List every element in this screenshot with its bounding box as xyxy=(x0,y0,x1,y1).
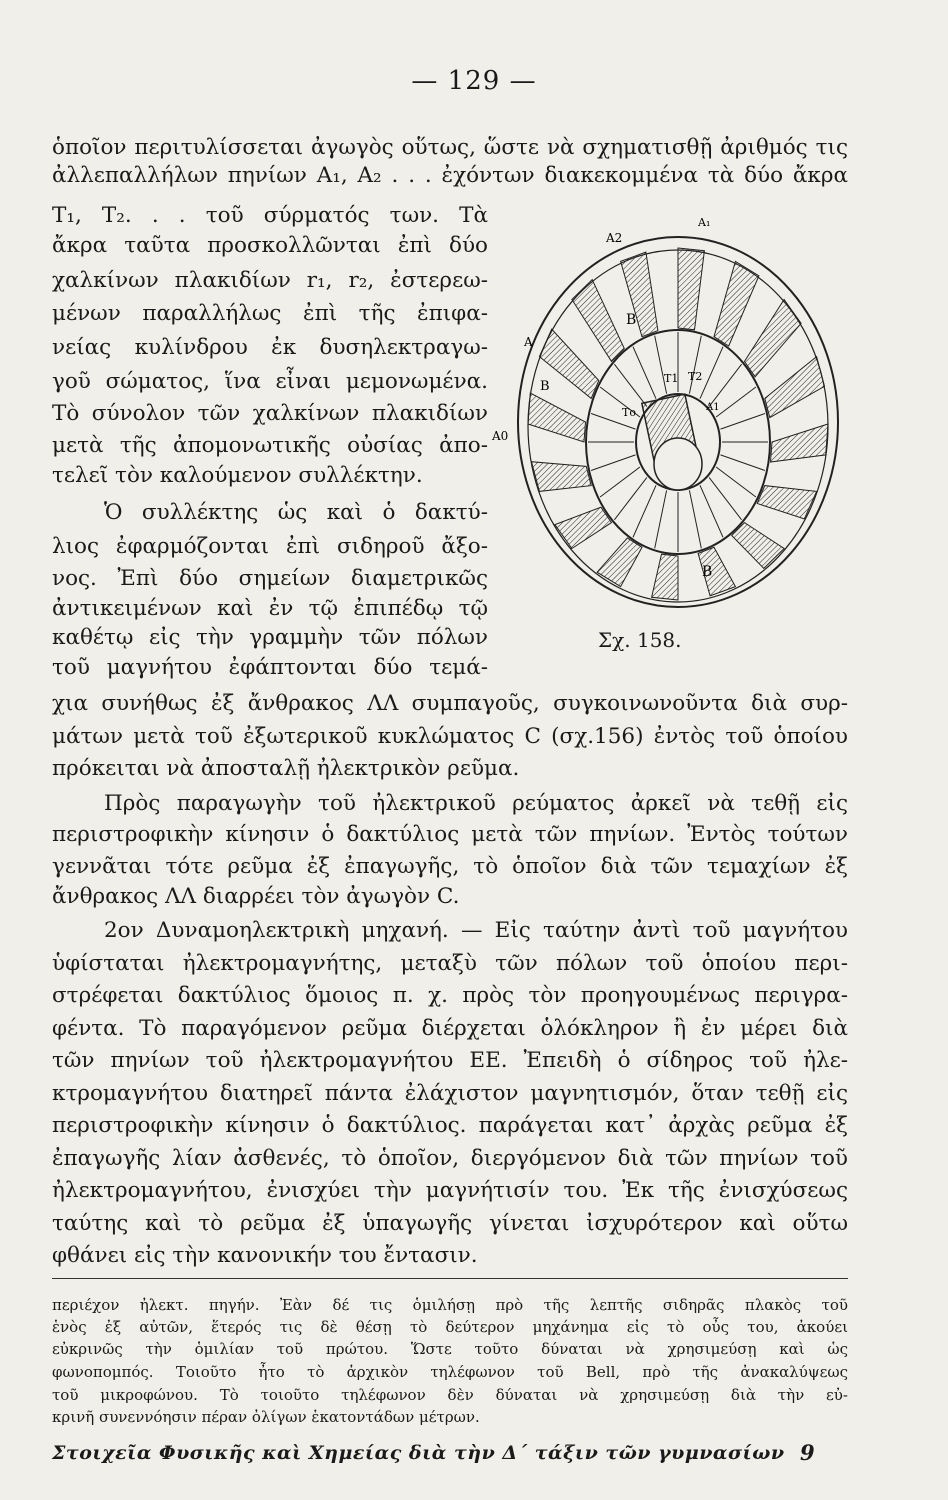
coil-block xyxy=(652,554,678,600)
text-line: ἀλλεπαλλήλων πηνίων Α₁, Α₂ . . . ἐχόντων διακεκομμένα τὰ δύο ἄκρα xyxy=(52,163,848,188)
text-line: γεννᾶται τότε ρεῦμα ἐξ ἐπαγωγῆς, τὸ ὁποῖον διὰ τῶν τεμαχίων ἐξ xyxy=(52,854,848,879)
text-line: Τὸ σύνολον τῶν χαλκίνων πλακιδίων xyxy=(52,401,488,426)
label-b-top: Β xyxy=(626,312,637,328)
text-line: νείας κυλίνδρου ἐκ δυσηλεκτραγω- xyxy=(52,335,488,360)
coil-block xyxy=(572,280,624,362)
text-line: φθάνει εἰς τὴν κανονικήν του ἔντασιν. xyxy=(52,1243,478,1268)
text-line: στρέφεται δακτύλιος ὅμοιος π. χ. πρὸς τὸν προηγουμένως περιγρα- xyxy=(52,983,848,1008)
footnote-line: εὐκρινῶς τὴν ὁμιλίαν τοῦ πρώτου. Ὥστε τοῦτο δύναται νὰ χρησιμεύσῃ καὶ ὡς xyxy=(52,1340,848,1358)
text-line: χια συνήθως ἐξ ἄνθρακος ΛΛ συμπαγοῦς, συγκοινωνοῦντα διὰ συρ- xyxy=(52,691,848,716)
text-line: νος. Ἐπὶ δύο σημείων διαμετρικῶς xyxy=(52,566,488,591)
coil-block xyxy=(528,393,586,442)
text-line: ἠλεκτρομαγνήτου, ἐνισχύει τὴν μαγνήτισίν του. Ἐκ τῆς ἐνισχύσεως xyxy=(52,1178,848,1203)
text-line: τῶν πηνίων τοῦ ἠλεκτρομαγνήτου ΕΕ. Ἐπειδὴ ὁ σίδηρος τοῦ ἠλε- xyxy=(52,1048,848,1073)
text-line: λιος ἐφαρμόζονται ἐπὶ σιδηροῦ ἄξο- xyxy=(52,534,488,559)
text-line: 2ον Δυναμοηλεκτρικὴ μηχανή. — Εἰς ταύτην ἀντὶ τοῦ μαγνήτου xyxy=(104,918,848,943)
label-a-left: Α xyxy=(524,335,533,349)
coil-block xyxy=(532,462,592,492)
footnote-line: φωνοπομπός. Τοιοῦτο ἦτο τὸ ἀρχικὸν τηλέφωνον τοῦ Bell, πρὸ τῆς ἀνακαλύψεως xyxy=(52,1363,848,1381)
label-b-bottom: Β xyxy=(702,564,713,580)
text-line: ἄκρα ταῦτα προσκολλῶνται ἐπὶ δύο xyxy=(52,233,488,258)
footnote-line: κρινῆ συνεννόησιν πέραν ὀλίγων ἑκατοντάδων μέτρων. xyxy=(52,1408,480,1426)
label-a1: Α₁ xyxy=(698,216,711,229)
text-line: περιστροφικὴν κίνησιν ὁ δακτύλιος. παράγεται κατ᾽ ἀρχὰς ρεῦμα ἐξ xyxy=(52,1113,848,1138)
label-r1: Α1 xyxy=(706,402,720,413)
text-line: τελεῖ τὸν καλούμενον συλλέκτην. xyxy=(52,463,423,488)
label-a0: Α0 xyxy=(492,429,509,443)
figure-caption: Σχ. 158. xyxy=(598,628,682,652)
ring-drawing xyxy=(488,212,848,632)
text-line: Ὁ συλλέκτης ὡς καὶ ὁ δακτύ- xyxy=(104,500,488,525)
coil-block xyxy=(714,261,759,346)
text-line: πρόκειται νὰ ἀποσταλῇ ἠλεκτρικὸν ρεῦμα. xyxy=(52,756,520,781)
text-line: μετὰ τῆς ἀπομονωτικῆς οὐσίας ἀπο- xyxy=(52,433,488,458)
text-line: χαλκίνων πλακιδίων r₁, r₂, ἐστερεω- xyxy=(52,268,488,293)
footnote-line: τοῦ μικροφώνου. Τὸ τοιοῦτο τηλέφωνον δὲν δύναται νὰ χρησιμεύσῃ διὰ τὴν εὐ- xyxy=(52,1386,848,1404)
text-line: μάτων μετὰ τοῦ ἐξωτερικοῦ κυκλώματος C (σχ.156) ἐντὸς τοῦ ὁποίου xyxy=(52,724,848,749)
text-line: ταύτης καὶ τὸ ρεῦμα ἐξ ὑπαγωγῆς γίνεται ἰσχυρότερον καὶ οὕτω xyxy=(52,1211,848,1236)
text-line: μένων παραλλήλως ἐπὶ τῆς ἐπιφα- xyxy=(52,301,488,326)
text-line: γοῦ σώματος, ἵνα εἶναι μεμονωμένα. xyxy=(52,369,488,394)
text-line: ὑφίσταται ἠλεκτρομαγνήτης, μεταξὺ τῶν πόλων τοῦ ὁποίου περι- xyxy=(52,951,848,976)
text-line: ἀντικειμένων καὶ ἐν τῷ ἐπιπέδῳ τῷ xyxy=(52,596,488,621)
coil-block xyxy=(555,507,612,548)
label-t2: Τ2 xyxy=(688,370,703,383)
coil-block xyxy=(771,424,829,462)
label-b-left: Β xyxy=(540,379,550,394)
text-line: Πρὸς παραγωγὴν τοῦ ἠλεκτρικοῦ ρεύματος ἀρκεῖ νὰ τεθῇ εἰς xyxy=(104,791,848,816)
coil-block xyxy=(745,300,802,377)
text-line: περιστροφικὴν κίνησιν ὁ δακτύλιος μετὰ τῶν πηνίων. Ἐντὸς τούτων xyxy=(52,822,848,847)
text-line: καθέτῳ εἰς τὴν γραμμὴν τῶν πόλων xyxy=(52,625,488,650)
text-line: Τ₁, Τ₂. . . τοῦ σύρματός των. Τὰ xyxy=(52,203,488,228)
text-line: κτρομαγνήτου διατηρεῖ πάντα ἐλάχιστον μαγνητισμόν, ὅταν τεθῇ εἰς xyxy=(52,1081,848,1106)
text-line: φέντα. Τὸ παραγόμενον ρεῦμα διέρχεται ὁλόκληρον ἢ ἐν μέρει διὰ xyxy=(52,1016,848,1041)
coil-block xyxy=(732,523,784,569)
label-a2: Α2 xyxy=(606,231,623,245)
text-line: ὁποῖον περιτυλίσσεται ἀγωγὸς οὕτως, ὥστε νὰ σχηματισθῇ ἀριθμός τις xyxy=(52,135,848,160)
text-line: ἐπαγωγῆς λίαν ἀσθενές, τὸ ὁποῖον, διεργόμενον διὰ τῶν πηνίων τοῦ xyxy=(52,1146,848,1171)
label-to: Το xyxy=(622,406,636,419)
figure-gramme-ring xyxy=(488,212,848,632)
coil-block xyxy=(678,248,704,330)
footnote-line: περιέχον ἠλεκτ. πηγήν. Ἐὰν δέ τις ὁμιλήσῃ πρὸ τῆς λεπτῆς σιδηρᾶς πλακὸς τοῦ xyxy=(52,1296,848,1314)
footer-signature: 9 xyxy=(800,1440,815,1465)
text-line: ἄνθρακος ΛΛ διαρρέει τὸν ἀγωγὸν C. xyxy=(52,884,460,909)
footnote-line: ἑνὸς ἐξ αὐτῶν, ἕτερός τις δὲ θέσῃ τὸ δεύτερον μηχάνημα εἰς τὸ οὖς του, ἀκούει xyxy=(52,1318,848,1336)
page-number: — 129 — xyxy=(411,66,537,96)
footer-title: Στοιχεῖα Φυσικῆς καὶ Χημείας διὰ τὴν Δ´ τάξιν τῶν γυμνασίων xyxy=(52,1442,785,1464)
footnote-rule xyxy=(52,1278,848,1279)
coil-block xyxy=(765,357,825,418)
label-t1: Τ1 xyxy=(664,372,679,385)
text-line: τοῦ μαγνήτου ἐφάπτονται δύο τεμά- xyxy=(52,655,488,680)
